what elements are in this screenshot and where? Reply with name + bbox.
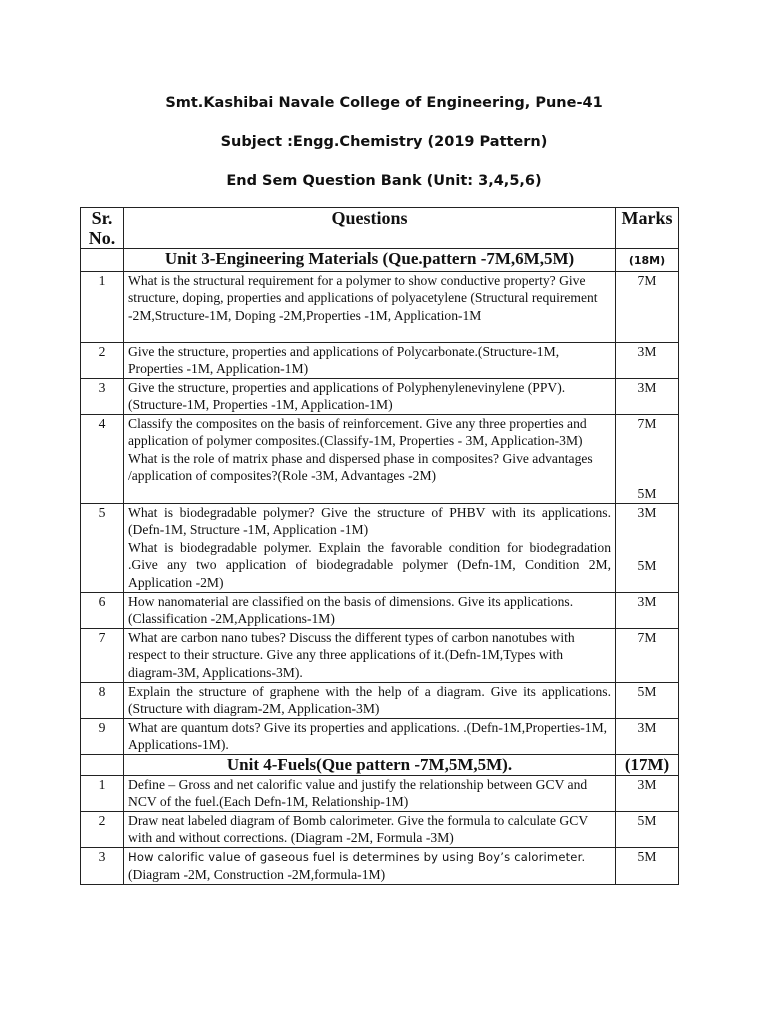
row-number: 9 xyxy=(81,719,124,755)
row-number: 8 xyxy=(81,683,124,719)
row-number: 5 xyxy=(81,504,124,593)
table-row xyxy=(81,415,679,504)
question-text xyxy=(124,504,616,593)
marks-part-a: 7M xyxy=(637,416,657,431)
question-text xyxy=(124,415,616,504)
question-text xyxy=(124,848,616,885)
unit-3-marks-cell xyxy=(616,249,679,272)
marks-part-b: 5M xyxy=(637,486,657,502)
subject-title: Subject :Engg.Chemistry (2019 Pattern) xyxy=(220,134,548,150)
question-part-a: Classify the composites on the basis of reinforcement. Give any three properties and application of polymer composites.(Classify-1M, Properties - 3M, Application-3M) xyxy=(128,416,587,449)
row-number: 7 xyxy=(81,629,124,683)
question-part-b: What is the role of matrix phase and dispersed phase in composites? Give advantages /application of composites?(Role -3M, Advantages -2M) xyxy=(128,450,593,484)
question-text: How nanomaterial are classified on the basis of dimensions. Give its applications.(Classification -2M,Applications-1M) xyxy=(124,593,616,629)
row-number: 2 xyxy=(81,343,124,379)
question-part-a: How calorific value of gaseous fuel is determines by using Boy’s calorimeter. xyxy=(128,850,586,864)
question-marks xyxy=(616,415,679,504)
row-number: 2 xyxy=(81,812,124,848)
unit-3-sr-cell xyxy=(81,249,124,272)
unit-3-title: Unit 3-Engineering Materials (Que.pattern -7M,6M,5M) xyxy=(124,249,616,272)
unit-4-sr-cell xyxy=(81,755,124,776)
college-name: Smt.Kashibai Navale College of Engineering, Pune-41 xyxy=(165,95,603,111)
question-marks: 7M xyxy=(616,629,679,683)
question-part-b: What is biodegradable polymer. Explain the favorable condition for biodegradation .Give any two application of biodegradable polymer (Defn-1M, Condition 2M, Application -2M) xyxy=(128,539,611,590)
unit-4-marks: (17M) xyxy=(616,755,679,776)
table-row xyxy=(81,272,679,343)
question-marks: 5M xyxy=(616,683,679,719)
table-row xyxy=(81,629,679,683)
table-row xyxy=(81,848,679,885)
column-header-sr-no: Sr. No. xyxy=(81,208,124,249)
question-text: Draw neat labeled diagram of Bomb calorimeter. Give the formula to calculate GCV with and without corrections. (Diagram -2M, Formula -3M) xyxy=(124,812,616,848)
question-text: What is the structural requirement for a polymer to show conductive property? Give structure, doping, properties and applications of polyacetylene (Structural requirement -2M,Structure-1M, Doping -2M,Properties -1M, Application-1M xyxy=(124,272,616,343)
question-text: What are quantum dots? Give its properties and applications. .(Defn-1M,Properties-1M, Applications-1M). xyxy=(124,719,616,755)
marks-part-b: 5M xyxy=(637,558,657,574)
question-text: Explain the structure of graphene with the help of a diagram. Give its applications. (Structure with diagram-2M, Application-3M) xyxy=(124,683,616,719)
table-row xyxy=(81,379,679,415)
table-row xyxy=(81,812,679,848)
question-marks: 5M xyxy=(616,848,679,885)
table-header-row xyxy=(81,208,679,249)
question-part-a: What is biodegradable polymer? Give the structure of PHBV with its applications.(Defn-1M, Structure -1M, Application -1M) xyxy=(128,505,611,538)
table-row xyxy=(81,719,679,755)
unit-3-marks: (18M) xyxy=(628,254,666,267)
row-number: 4 xyxy=(81,415,124,504)
question-text: What are carbon nano tubes? Discuss the different types of carbon nanotubes with respect to their structure. Give any three applications of it.(Defn-1M,Types with diagram-3M, Applications-3M). xyxy=(124,629,616,683)
unit-4-title: Unit 4-Fuels(Que pattern -7M,5M,5M). xyxy=(124,755,616,776)
question-marks xyxy=(616,504,679,593)
row-number: 3 xyxy=(81,379,124,415)
unit-4-row xyxy=(81,755,679,776)
column-header-questions: Questions xyxy=(124,208,616,249)
question-text: Give the structure, properties and applications of Polyphenylenevinylene (PPV).(Structure-1M, Properties -1M, Application-1M) xyxy=(124,379,616,415)
table-row xyxy=(81,343,679,379)
table-row xyxy=(81,593,679,629)
question-marks: 3M xyxy=(616,379,679,415)
question-marks: 3M xyxy=(616,719,679,755)
unit-3-row xyxy=(81,249,679,272)
question-marks: 3M xyxy=(616,593,679,629)
table-row xyxy=(81,683,679,719)
table-row xyxy=(81,504,679,593)
question-bank-title: End Sem Question Bank (Unit: 3,4,5,6) xyxy=(226,173,542,189)
row-number: 1 xyxy=(81,272,124,343)
question-marks: 7M xyxy=(616,272,679,343)
question-marks: 5M xyxy=(616,812,679,848)
question-text: Give the structure, properties and applications of Polycarbonate.(Structure-1M, Properties -1M, Application-1M) xyxy=(124,343,616,379)
question-bank-table xyxy=(80,207,679,885)
question-marks: 3M xyxy=(616,776,679,812)
marks-part-a: 3M xyxy=(637,505,657,520)
question-marks: 3M xyxy=(616,343,679,379)
row-number: 3 xyxy=(81,848,124,885)
row-number: 1 xyxy=(81,776,124,812)
question-text: Define – Gross and net calorific value and justify the relationship between GCV and NCV of the fuel.(Each Defn-1M, Relationship-1M) xyxy=(124,776,616,812)
question-part-b: (Diagram -2M, Construction -2M,formula-1M) xyxy=(128,867,386,883)
column-header-marks: Marks xyxy=(616,208,679,249)
row-number: 6 xyxy=(81,593,124,629)
table-row xyxy=(81,776,679,812)
